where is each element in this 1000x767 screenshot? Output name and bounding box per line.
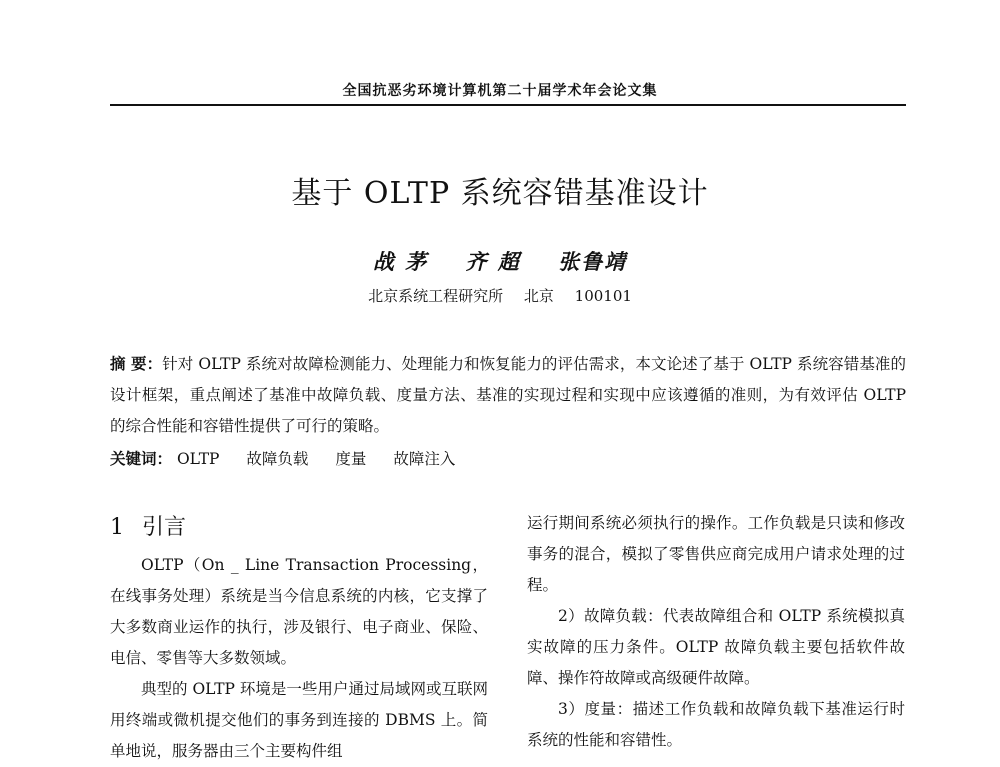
section-title: 引言 [142, 515, 187, 540]
right-column [527, 508, 905, 756]
keyword-2: 故障负载 [246, 450, 309, 468]
author-list [0, 246, 1000, 276]
author-2: 齐 超 [465, 249, 521, 274]
list-item: 2）故障负载：代表故障组合和 OLTP 系统模拟真实故障的压力条件。OLTP 故障负载主要包括软件故障、操作符故障或高级硬件故障。 [527, 607, 905, 687]
affiliation-institute: 北京系统工程研究所 [368, 287, 504, 305]
abstract-text: 针对 OLTP 系统对故障检测能力、处理能力和恢复能力的评估需求，本文论述了基于 OLTP 系统容错基准的设计框架，重点阐述了基准中故障负载、度量方法、基准的实现过程和实现中应该遵循的准则，为有效评估 OLTP 的综合性能和容错性提供了可行的策略。 [110, 355, 906, 435]
affiliation-city: 北京 [523, 287, 554, 305]
author-1: 战 茅 [372, 249, 429, 274]
section-number: 1 [110, 515, 124, 540]
affiliation-postcode: 100101 [574, 287, 632, 305]
keywords [110, 443, 906, 475]
keyword-3: 度量 [335, 450, 367, 468]
affiliation [0, 285, 1000, 306]
abstract [110, 348, 906, 442]
paper-title: 基于 OLTP 系统容错基准设计 [291, 176, 709, 211]
running-head: 全国抗恶劣环境计算机第二十届学术年会论文集 [342, 83, 658, 99]
keyword-4: 故障注入 [393, 450, 456, 468]
keywords-label: 关键词： [110, 449, 173, 468]
list-item: 3）度量：描述工作负载和故障负载下基准运行时系统的性能和容错性。 [527, 700, 905, 749]
author-3: 张鲁靖 [558, 249, 628, 274]
paragraph: 典型的 OLTP 环境是一些用户通过局域网或互联网用终端或微机提交他们的事务到连接的 DBMS 上。简单地说，服务器由三个主要构件组 [110, 680, 488, 760]
header-rule [110, 104, 906, 106]
paragraph-continuation: 运行期间系统必须执行的操作。工作负载是只读和修改事务的混合，模拟了零售供应商完成用户请求处理的过程。 [527, 514, 905, 594]
keyword-1: OLTP [176, 450, 220, 468]
paragraph: OLTP（On _ Line Transaction Processing，在线事务处理）系统是当今信息系统的内核，它支撑了大多数商业运作的执行，涉及银行、电子商业、保险、电信、零售等大多数领域。 [110, 556, 488, 667]
section-heading [110, 508, 488, 548]
abstract-label: 摘 要： [110, 354, 163, 373]
left-column [110, 508, 488, 767]
